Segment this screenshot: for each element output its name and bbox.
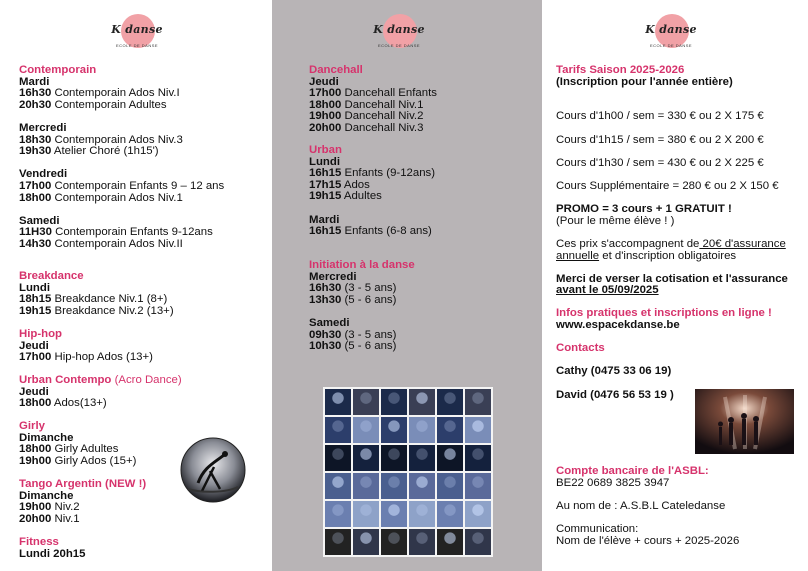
collage-highlight bbox=[472, 532, 483, 543]
collage-highlight bbox=[444, 420, 455, 431]
iban: BE22 0689 3825 3947 bbox=[556, 476, 670, 489]
class-line: 20h00 Dancehall Niv.3 bbox=[309, 121, 424, 134]
collage-highlight bbox=[472, 392, 483, 403]
class-line: 10h30 (5 - 6 ans) bbox=[309, 340, 397, 353]
collage-highlight bbox=[360, 532, 371, 543]
collage-highlight bbox=[444, 476, 455, 487]
collage-highlight bbox=[444, 392, 455, 403]
day-label: Mardi bbox=[19, 75, 50, 88]
section-title: Tango Argentin (NEW !) bbox=[19, 478, 147, 490]
girly-section bbox=[19, 421, 136, 467]
collage-highlight bbox=[388, 532, 399, 543]
price-line: Cours d'1h15 / sem = 380 € ou 2 X 200 € bbox=[556, 133, 764, 146]
class-line: 16h30 (3 - 5 ans) bbox=[309, 282, 397, 295]
class-line: 09h30 (3 - 5 ans) bbox=[309, 328, 397, 341]
insurance-text: Ces prix s'accompagnent de 20€ d'assurance bbox=[556, 237, 786, 250]
logo-tagline: ECOLE DE DANSE bbox=[115, 43, 159, 48]
section-title: Fitness bbox=[19, 536, 59, 548]
class-line: 17h00 Hip-hop Ados (13+) bbox=[19, 351, 153, 364]
section-subtitle: (Acro Dance) bbox=[114, 374, 182, 386]
collage-highlight bbox=[360, 392, 371, 403]
collage-highlight bbox=[388, 392, 399, 403]
collage-highlight bbox=[388, 448, 399, 459]
column-2 bbox=[272, 0, 542, 571]
collage-highlight bbox=[444, 532, 455, 543]
collage-highlight bbox=[416, 448, 427, 459]
class-line: 16h30 Contemporain Ados Niv.I bbox=[19, 87, 180, 100]
class-line: 16h15 Enfants (9-12ans) bbox=[309, 167, 436, 180]
kdanse-logo bbox=[111, 14, 163, 50]
collage-highlight bbox=[444, 448, 455, 459]
urban-contempo-section bbox=[19, 375, 182, 410]
dancehall-section bbox=[309, 65, 437, 135]
class-line: 19h00 Niv.2 bbox=[19, 501, 80, 514]
collage-highlight bbox=[360, 504, 371, 515]
day-label: Mardi bbox=[309, 213, 340, 226]
class-line: 20h00 Niv.1 bbox=[19, 512, 80, 525]
collage-highlight bbox=[332, 476, 343, 487]
girly-dancer-photo bbox=[180, 437, 246, 503]
day-label: Dimanche bbox=[19, 489, 74, 502]
class-line: 14h30 Contemporain Ados Niv.II bbox=[19, 237, 183, 250]
class-line: 18h30 Contemporain Ados Niv.3 bbox=[19, 133, 183, 146]
class-line: 18h00 Dancehall Niv.1 bbox=[309, 98, 424, 111]
class-line: 19h30 Atelier Choré (1h15') bbox=[19, 145, 159, 158]
collage-highlight bbox=[332, 504, 343, 515]
collage-highlight bbox=[472, 504, 483, 515]
collage-highlight bbox=[360, 448, 371, 459]
collage-highlight bbox=[332, 392, 343, 403]
class-line: 17h00 Dancehall Enfants bbox=[309, 87, 437, 100]
section-title: Hip-hop bbox=[19, 328, 63, 340]
logo-tagline: ECOLE DE DANSE bbox=[377, 43, 421, 48]
account-holder: Au nom de : A.S.B.L Cateledanse bbox=[556, 499, 726, 512]
payment-deadline: avant le 05/09/2025 bbox=[556, 284, 659, 297]
collage-highlight bbox=[388, 504, 399, 515]
class-line: 18h15 Breakdance Niv.1 (8+) bbox=[19, 293, 168, 306]
collage-highlight bbox=[360, 476, 371, 487]
section-title: Breakdance bbox=[19, 270, 84, 282]
section-title: Dancehall bbox=[309, 64, 363, 76]
tarifs-subtitle: (Inscription pour l'année entière) bbox=[556, 75, 733, 88]
section-title: Girly bbox=[19, 420, 45, 432]
fitness-schedule: Lundi 20h15 bbox=[19, 547, 86, 560]
collage-highlight bbox=[332, 448, 343, 459]
section-title: Contemporain bbox=[19, 64, 97, 76]
class-line: 19h15 Adultes bbox=[309, 190, 382, 203]
column-3 bbox=[542, 0, 808, 571]
initiation-section bbox=[309, 260, 415, 353]
collage-highlight bbox=[444, 504, 455, 515]
class-line: 18h00 Ados(13+) bbox=[19, 397, 107, 410]
day-label: Jeudi bbox=[309, 75, 339, 88]
stage-photo bbox=[695, 389, 794, 454]
day-label: Vendredi bbox=[19, 168, 68, 181]
website-link[interactable]: www.espacekdanse.be bbox=[556, 319, 680, 332]
bank-section bbox=[556, 466, 739, 547]
day-label: Mercredi bbox=[309, 270, 357, 283]
day-label: Lundi bbox=[19, 281, 50, 294]
communication-label: Communication: bbox=[556, 522, 639, 535]
section-title: Initiation à la danse bbox=[309, 259, 415, 271]
class-line: 19h00 Girly Ados (15+) bbox=[19, 454, 137, 467]
contact-david: David (0476 56 53 19 ) bbox=[556, 388, 674, 401]
collage-highlight bbox=[332, 420, 343, 431]
collage-highlight bbox=[416, 532, 427, 543]
collage-highlight bbox=[416, 476, 427, 487]
day-label: Jeudi bbox=[19, 385, 49, 398]
class-line: 17h15 Ados bbox=[309, 178, 370, 191]
photo-collage bbox=[323, 387, 493, 557]
insurance-text-2: annuelle et d'inscription obligatoires bbox=[556, 249, 737, 262]
logo-word: K danse bbox=[373, 23, 425, 36]
class-line: 19h00 Dancehall Niv.2 bbox=[309, 110, 424, 123]
tarifs-title: Tarifs Saison 2025-2026 bbox=[556, 64, 685, 76]
contact-cathy: Cathy (0475 33 06 19) bbox=[556, 365, 672, 378]
bank-title: Compte bancaire de l'ASBL: bbox=[556, 465, 709, 477]
class-line: 18h00 Girly Adultes bbox=[19, 443, 119, 456]
day-label: Dimanche bbox=[19, 431, 74, 444]
logo-tagline: ECOLE DE DANSE bbox=[649, 43, 693, 48]
collage-highlight bbox=[416, 420, 427, 431]
section-title: Urban Contempo bbox=[19, 374, 112, 386]
promo-note: (Pour le même élève ! ) bbox=[556, 214, 675, 227]
collage-highlight bbox=[472, 448, 483, 459]
class-line: 11H30 Contemporain Enfants 9-12ans bbox=[19, 226, 213, 239]
promo-text: PROMO = 3 cours + 1 GRATUIT ! bbox=[556, 203, 732, 216]
collage-highlight bbox=[416, 504, 427, 515]
breakdance-section bbox=[19, 271, 174, 317]
collage-highlight bbox=[416, 392, 427, 403]
logo-word: K danse bbox=[111, 23, 163, 36]
class-line: 17h00 Contemporain Enfants 9 – 12 ans bbox=[19, 179, 225, 192]
class-line: 13h30 (5 - 6 ans) bbox=[309, 293, 397, 306]
price-line: Cours Supplémentaire = 280 € ou 2 X 150 € bbox=[556, 179, 779, 192]
hiphop-section bbox=[19, 329, 153, 364]
communication-value: Nom de l'élève + cours + 2025-2026 bbox=[556, 534, 740, 547]
collage-highlight bbox=[360, 420, 371, 431]
section-title: Urban bbox=[309, 144, 342, 156]
kdanse-logo bbox=[373, 14, 425, 50]
class-line: 20h30 Contemporain Adultes bbox=[19, 98, 167, 111]
class-line: 16h15 Enfants (6-8 ans) bbox=[309, 225, 432, 238]
day-label: Samedi bbox=[19, 214, 60, 227]
tango-section bbox=[19, 479, 146, 525]
price-line: Cours d'1h00 / sem = 330 € ou 2 X 175 € bbox=[556, 110, 764, 123]
collage-highlight bbox=[388, 476, 399, 487]
collage-highlight bbox=[332, 532, 343, 543]
collage-highlight bbox=[388, 420, 399, 431]
day-label: Mercredi bbox=[19, 121, 67, 134]
contemporain-section bbox=[19, 65, 224, 251]
logo-word: K danse bbox=[645, 23, 697, 36]
tarifs-section bbox=[556, 65, 788, 401]
day-label: Jeudi bbox=[19, 339, 49, 352]
day-label: Lundi bbox=[309, 155, 340, 168]
collage-highlight bbox=[472, 476, 483, 487]
column-1 bbox=[0, 0, 272, 571]
fitness-section bbox=[19, 537, 85, 560]
collage-highlight bbox=[472, 420, 483, 431]
price-line: Cours d'1h30 / sem = 430 € ou 2 X 225 € bbox=[556, 156, 764, 169]
kdanse-logo bbox=[645, 14, 697, 50]
day-label: Samedi bbox=[309, 316, 350, 329]
class-line: 18h00 Contemporain Ados Niv.1 bbox=[19, 191, 183, 204]
class-line: 19h15 Breakdance Niv.2 (13+) bbox=[19, 304, 174, 317]
infos-title: Infos pratiques et inscriptions en ligne ! bbox=[556, 307, 772, 320]
urban-section bbox=[309, 145, 435, 238]
payment-note: Merci de verser la cotisation et l'assurance bbox=[556, 272, 788, 285]
contacts-title: Contacts bbox=[556, 342, 605, 355]
